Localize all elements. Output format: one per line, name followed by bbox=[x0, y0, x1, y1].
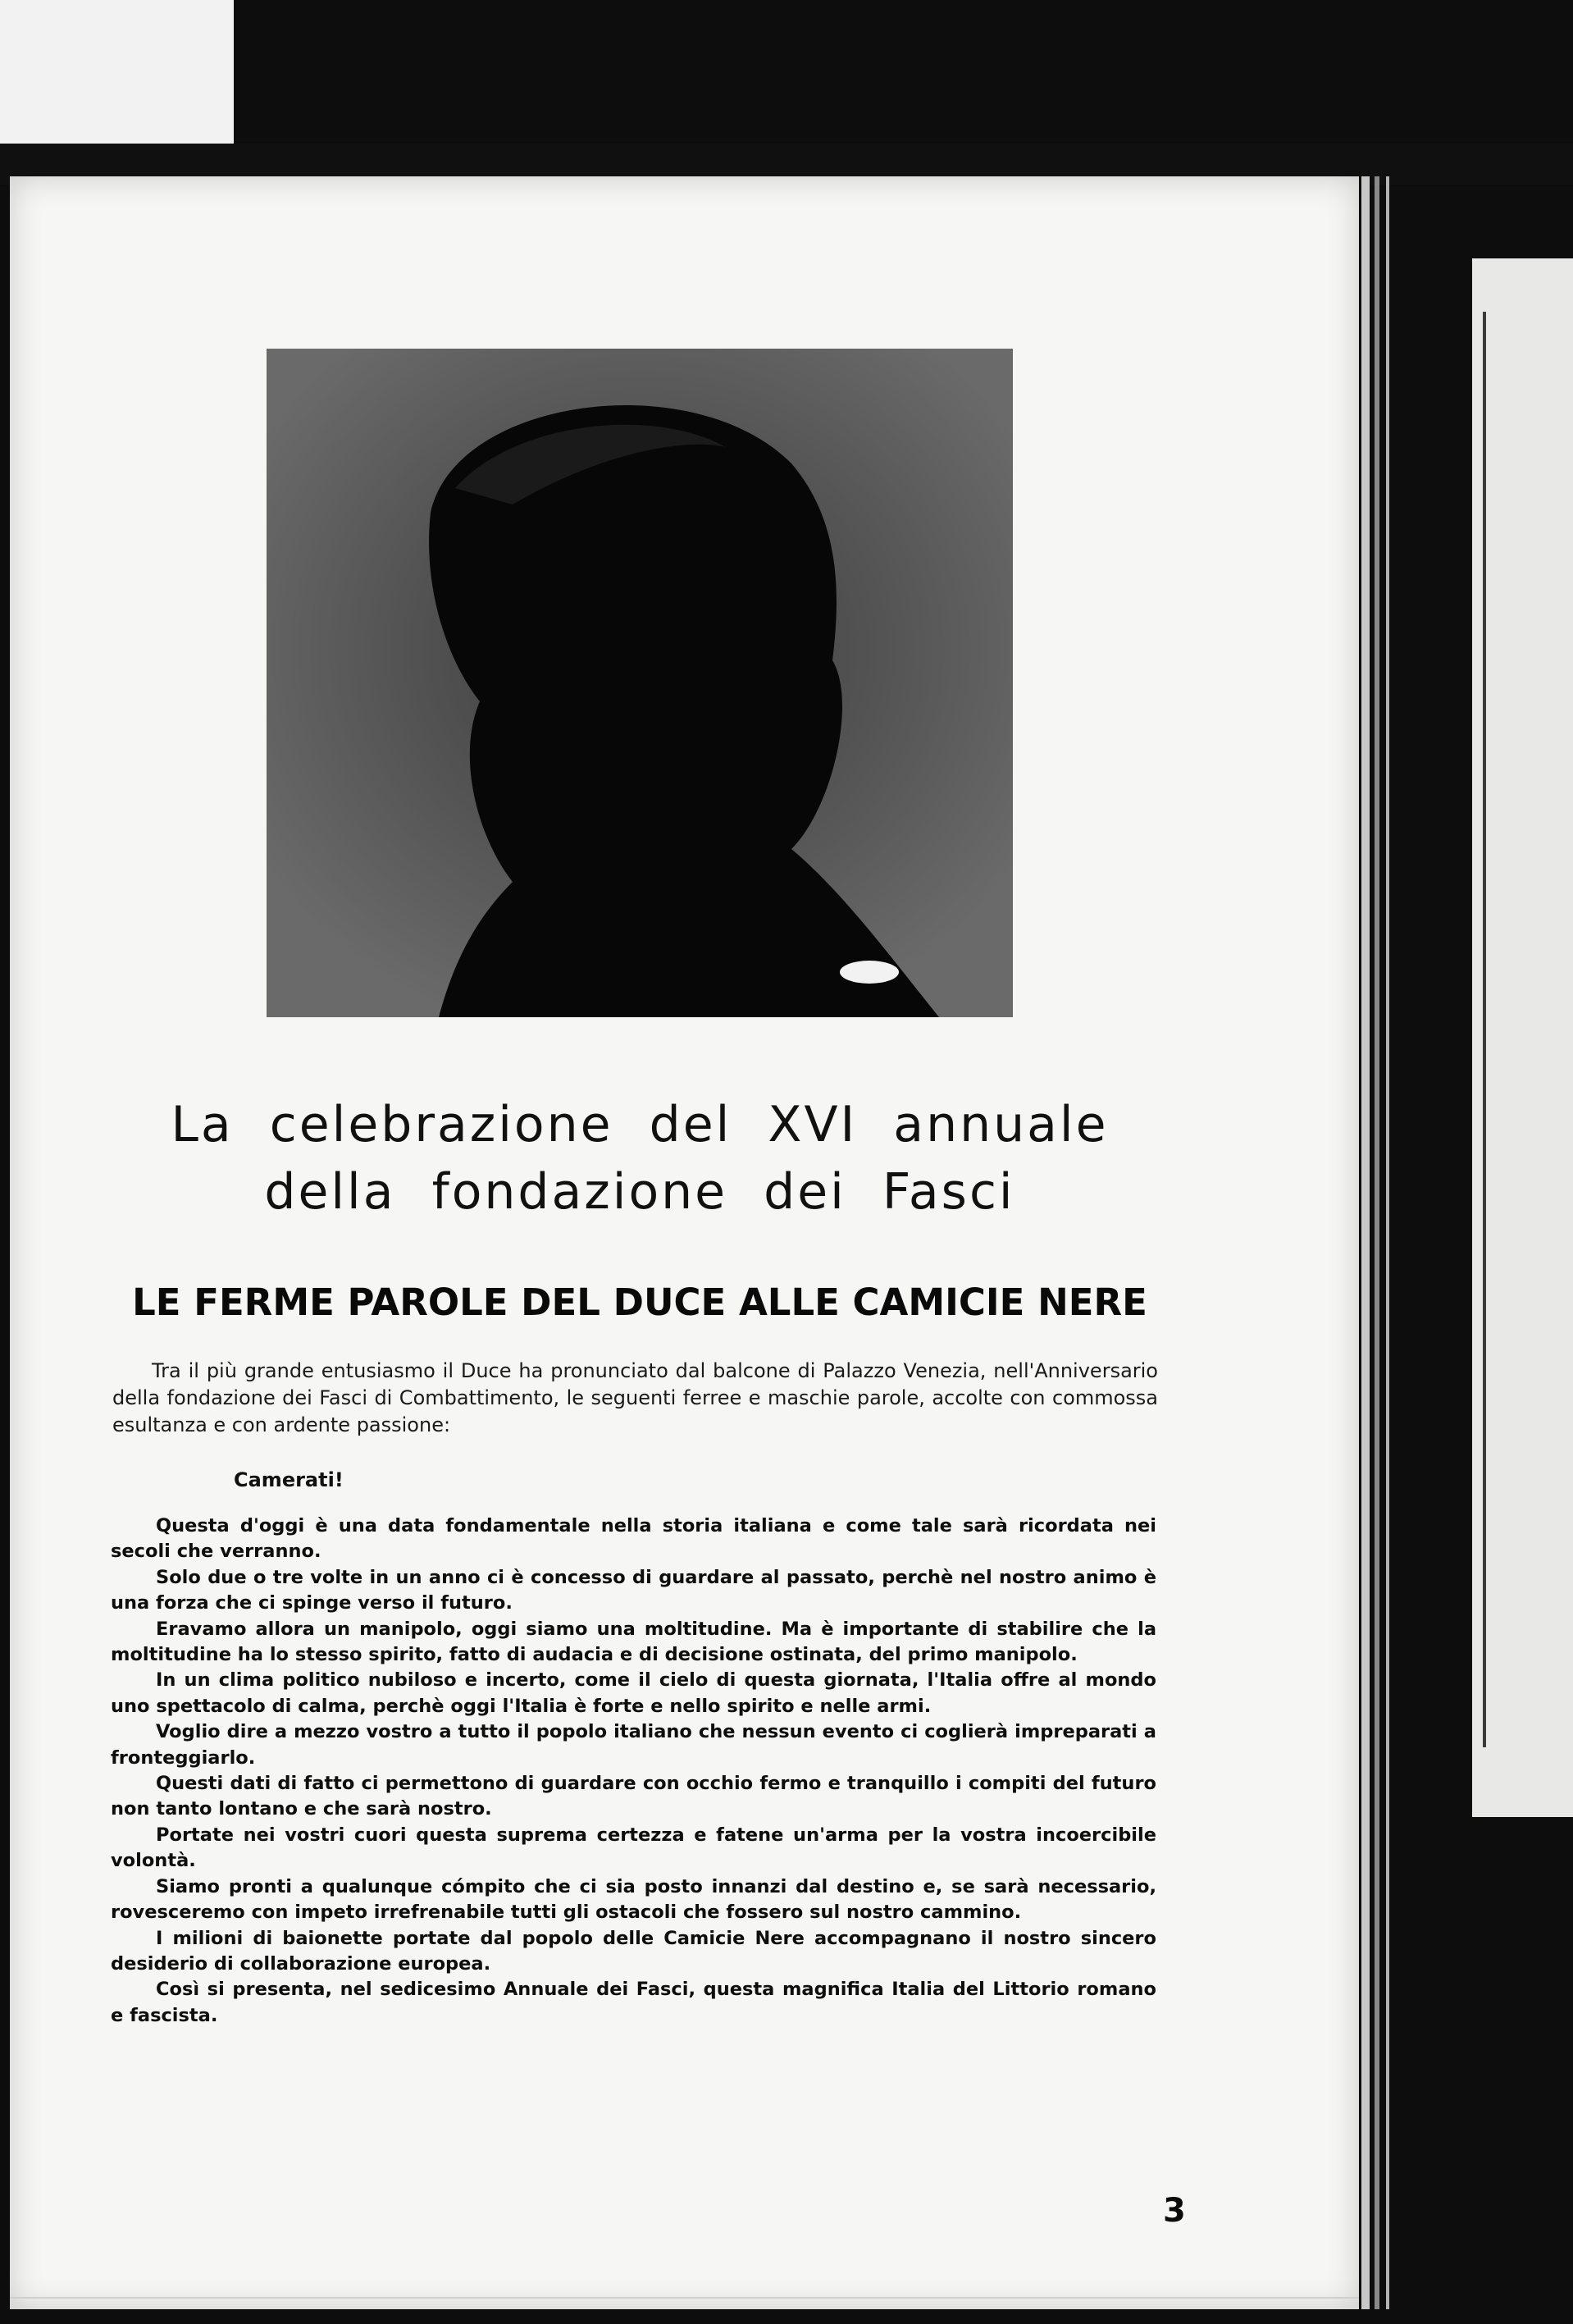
scan-corner bbox=[0, 0, 234, 144]
speech-paragraph: Voglio dire a mezzo vostro a tutto il popolo italiano che nessun evento ci coglierà impreparati a fronteggiarlo. bbox=[111, 1721, 1156, 1769]
speech-paragraph: Solo due o tre volte in un anno ci è concesso di guardare al passato, perchè nel nostro animo è una forza che ci spinge verso il futuro. bbox=[111, 1566, 1156, 1614]
article-title: La celebrazione del XVI annuale della fondazione dei Fasci bbox=[171, 1096, 1109, 1221]
speech-paragraph: I milioni di baionette portate dal popolo delle Camicie Nere accompagnano il nostro sincero desiderio di collaborazione europea. bbox=[111, 1927, 1156, 1975]
speech-paragraph: Questa d'oggi è una data fondamentale nella storia italiana e come tale sarà ricordata nei secoli che verranno. bbox=[111, 1515, 1156, 1563]
speech-paragraph: Così si presenta, nel sedicesimo Annuale dei Fasci, questa magnifica Italia del Littorio romano e fascista. bbox=[111, 1979, 1156, 2026]
portrait-photo bbox=[267, 349, 1013, 1017]
portrait-silhouette bbox=[267, 349, 1013, 1017]
adjacent-page-border bbox=[1483, 312, 1486, 1747]
page-edge bbox=[1361, 176, 1370, 2309]
speech-body bbox=[111, 1514, 1156, 2029]
speech-paragraph: In un clima politico nubiloso e incerto, come il cielo di questa giornata, l'Italia offre al mondo uno spettacolo di calma, perchè oggi l'Italia è forte e nello spirito e nelle armi. bbox=[111, 1669, 1156, 1717]
page-bottom-edge bbox=[10, 2297, 1359, 2299]
speech-paragraph: Questi dati di fatto ci permettono di guardare con occhio fermo e tranquillo i compiti del futuro non tanto lontano e che sarà nostro. bbox=[111, 1773, 1156, 1820]
article-intro: Tra il più grande entusiasmo il Duce ha pronunciato dal balcone di Palazzo Venezia, nell'Anniversario della fondazione dei Fasci di Combattimento, le seguenti ferree e maschie parole, accolte con commossa esultanza e con ardente passione: bbox=[112, 1359, 1158, 1436]
page-edge bbox=[1386, 176, 1389, 2309]
article-subtitle: LE FERME PAROLE DEL DUCE ALLE CAMICIE NERE bbox=[132, 1281, 1147, 1324]
speech-paragraph: Eravamo allora un manipolo, oggi siamo una moltitudine. Ma è importante di stabilire che la moltitudine ha lo stesso spirito, fatto di audacia e di decisione ostinata, del primo manipolo. bbox=[111, 1618, 1156, 1666]
page-edge bbox=[1375, 176, 1379, 2309]
adjacent-page bbox=[1472, 258, 1573, 1817]
speech-salutation: Camerati! bbox=[234, 1468, 344, 1491]
speech-paragraph: Portate nei vostri cuori questa suprema certezza e fatene un'arma per la vostra incoercibile volontà. bbox=[111, 1824, 1156, 1872]
page-number: 3 bbox=[1163, 2192, 1186, 2230]
speech-paragraph: Siamo pronti a qualunque cómpito che ci sia posto innanzi dal destino e, se sarà necessario, rovesceremo con impeto irrefrenabile tutti gli ostacoli che fossero sul nostro cammino. bbox=[111, 1875, 1156, 1924]
